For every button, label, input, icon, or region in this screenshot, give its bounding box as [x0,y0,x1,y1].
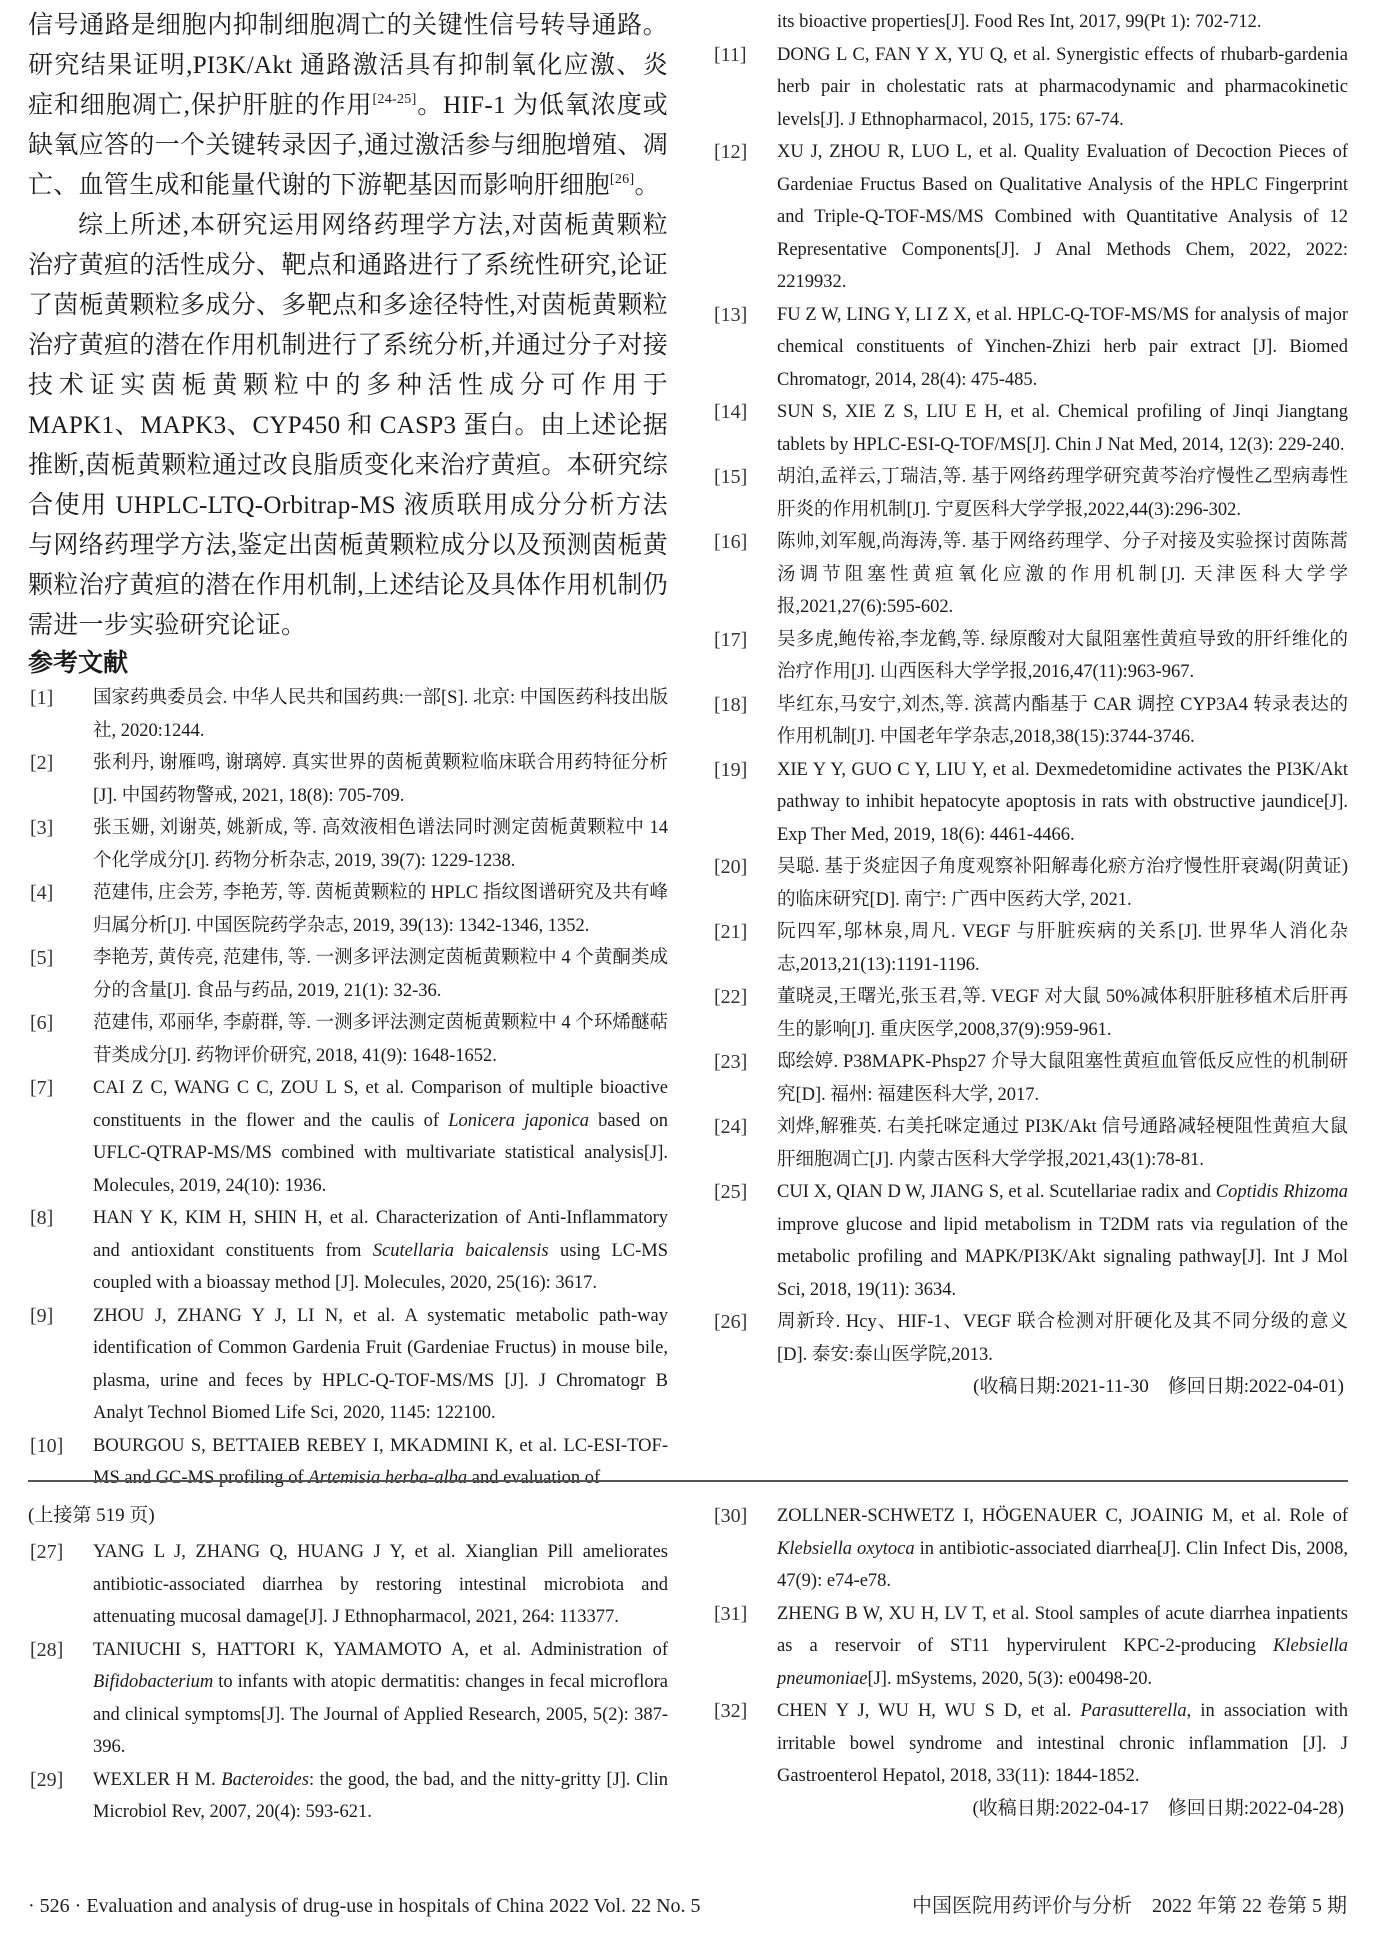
reference-item [28,682,668,747]
reference-species-name: Klebsiella pneumoniae [777,1636,1348,1689]
reference-text: 吴聪. 基于炎症因子角度观察补阳解毒化瘀方治疗慢性肝衰竭(阴黄证)的临床研究[D]. 南宁: 广西中医药大学, 2021. [777,857,1348,910]
reference-list-bottom-left [28,1536,668,1829]
reference-text: XU J, ZHOU R, LUO L, et al. Quality Evaluation of Decoction Pieces of Gardeniae Fructus Based on Qualitative Analysis of the HPLC Fingerprint and Triple-Q-TOF-MS/MS Combined with Quantitative Analysis of 12 Representative Components[J]. J Anal Methods Chem, 2022, 2022: 2219932. [777,142,1348,292]
reference-text: FU Z W, LING Y, LI Z X, et al. HPLC-Q-TOF-MS/MS for analysis of major chemical constituents of Yinchen-Zhizi herb pair extract [J]. Biomed Chromatogr, 2014, 28(4): 475-485. [777,304,1348,390]
reference-text: ZHOU J, ZHANG Y J, LI N, et al. A systematic metabolic path-way identification of Common Gardenia Fruit (Gardeniae Fructus) in mouse bile, plasma, urine and feces by HPLC-Q-TOF-MS/MS [J]. J Chromatogr B Analyt Technol Biomed Life Sci, 2020, 1145: 122100. [93,1305,668,1423]
reference-item [712,1695,1348,1793]
reference-item [712,1500,1348,1598]
reference-number: [27] [30,1541,64,1563]
reference-number: [6] [30,1012,54,1034]
reference-text: its bioactive properties[J]. Food Res Int, 2017, 99(Pt 1): 702-712. [777,12,1262,32]
reference-text-continued: : the good, the bad, and the nitty-gritty [J]. Clin Microbiol Rev, 2007, 20(4): 593-621. [93,1769,669,1822]
reference-number: [15] [714,466,748,488]
reference-text: HAN Y K, KIM H, SHIN H, et al. Characterization of Anti-Inflammatory and antioxidant constituents from [93,1208,668,1261]
reference-item [712,689,1348,754]
reference-item [28,747,668,812]
paragraph-1-text-a: 信号通路是细胞内抑制细胞凋亡的关键性信号转导通路。研究结果证明,PI3K/Akt 通路激活具有抑制氧化应激、炎症和细胞凋亡,保护肝脏的作用 [28,12,668,119]
reference-text: XIE Y Y, GUO C Y, LIU Y, et al. Dexmedetomidine activates the PI3K/Akt pathway to inhibit hepatocyte apoptosis in rats with obstructive jaundice[J]. Exp Ther Med, 2019, 18(6): 4461-4466. [777,759,1348,845]
reference-text: 阮四军,邬林泉,周凡. VEGF 与肝脏疾病的关系[J]. 世界华人消化杂志,2013,21(13):1191-1196. [777,922,1348,975]
reference-text: 国家药典委员会. 中华人民共和国药典:一部[S]. 北京: 中国医药科技出版社, 2020:1244. [93,688,668,741]
reference-item [28,1007,668,1072]
reference-text: CAI Z C, WANG C C, ZOU L S, et al. Comparison of multiple bioactive constituents in the flower and the caulis of [93,1078,668,1131]
references-heading: 参考文献 [28,648,129,677]
reference-number: [22] [714,986,748,1008]
reference-number: [21] [714,921,748,943]
reference-number: [23] [714,1051,748,1073]
reference-number: [3] [30,817,54,839]
reference-text-continued: , in association with irritable bowel syndrome and intestinal chronic inflammation [J]. J Gastroenterol Hepatol, 2018, 33(11): 1844-1852. [777,1701,1348,1786]
reference-item [28,1634,668,1764]
body-text [28,6,668,646]
reference-text: 邸绘婷. P38MAPK-Phsp27 介导大鼠阻塞性黄疸血管低反应性的机制研究[D]. 福州: 福建医科大学, 2017. [777,1052,1348,1105]
reference-text-continued: in antibiotic-associated diarrhea[J]. Clin Infect Dis, 2008, 47(9): e74-e78. [777,1538,1349,1591]
reference-species-name: Scutellaria baicalensis [372,1240,549,1261]
reference-number: [30] [714,1505,748,1527]
reference-text: 吴多虎,鲍传裕,李龙鹤,等. 绿原酸对大鼠阻塞性黄疸导致的肝纤维化的治疗作用[J]. 山西医科大学学报,2016,47(11):963-967. [777,629,1348,682]
reference-text: 张玉姗, 刘谢英, 姚新成, 等. 高效液相色谱法同时测定茵栀黄颗粒中 14 个化学成分[J]. 药物分析杂志, 2019, 39(7): 1229-1238. [93,818,668,871]
reference-item [712,851,1348,916]
reference-item [712,754,1348,852]
reference-item [712,39,1348,137]
reference-text: 张利丹, 谢雁鸣, 谢璃婷. 真实世界的茵栀黄颗粒临床联合用药特征分析[J]. 中国药物警戒, 2021, 18(8): 705-709. [93,753,668,806]
reference-number: [11] [714,43,747,66]
reference-text: 李艳芳, 黄传亮, 范建伟, 等. 一测多评法测定茵栀黄颗粒中 4 个黄酮类成分的含量[J]. 食品与药品, 2019, 21(1): 32-36. [93,948,668,1001]
reference-number: [20] [714,856,748,878]
reference-number: [4] [30,882,54,904]
reference-item [712,461,1348,526]
reference-text: BOURGOU S, BETTAIEB REBEY I, MKADMINI K, et al. LC-ESI-TOF-MS and GC-MS profiling of [93,1435,668,1488]
reference-species-name: Bacteroides [221,1769,309,1790]
reference-item [28,1764,668,1829]
reference-list-bottom-right [712,1500,1348,1793]
reference-text: DONG L C, FAN Y X, YU Q, et al. Synergistic effects of rhubarb-gardenia herb pair in cholestatic rats at pharmacodynamic and pharmacokinetic levels[J]. J Ethnopharmacol, 2015, 175: 67-74. [777,44,1348,130]
reference-number: [24] [714,1116,748,1138]
reference-text: CHEN Y J, WU H, WU S D, et al. [777,1701,1081,1721]
reference-number: [19] [714,758,748,781]
paragraph-1-text-c: 。 [634,172,660,199]
reference-item [712,1306,1348,1371]
reference-text: WEXLER H M. [93,1769,222,1790]
reference-item [712,981,1348,1046]
reference-item [712,299,1348,397]
reference-item [28,1536,668,1634]
reference-item [712,916,1348,981]
reference-item [712,1046,1348,1111]
reference-text: ZHENG B W, XU H, LV T, et al. Stool samples of acute diarrhea inpatients as a reservoir of ST11 hypervirulent KPC-2-producing [777,1603,1348,1656]
reference-number: [9] [30,1304,54,1327]
reference-item [712,1176,1348,1306]
reference-list-right [712,6,1348,1371]
reference-number: [14] [714,401,748,423]
reference-item [712,624,1348,689]
reference-item [712,6,1348,39]
reference-text: 周新玲. Hcy、HIF-1、VEGF 联合检测对肝硬化及其不同分级的意义[D]. 泰安:泰山医学院,2013. [777,1312,1348,1365]
reference-text: 董晓灵,王曙光,张玉君,等. VEGF 对大鼠 50%减体积肝脏移植术后肝再生的影响[J]. 重庆医学,2008,37(9):959-961. [777,987,1348,1040]
reference-item [28,877,668,942]
left-column-bottom [28,1500,668,1829]
reference-number: [7] [30,1077,54,1099]
reference-species-name: Lonicera japonica [448,1110,589,1131]
reference-number: [2] [30,752,54,774]
reference-species-name: Parasutterella [1080,1701,1187,1721]
reference-species-name: Artemisia herba-alba [308,1468,468,1488]
right-column-top [712,6,1348,1403]
citation-24-25: [24-25] [372,92,417,107]
reference-text: ZOLLNER-SCHWETZ I, HÖGENAUER C, JOAINIG M, et al. Role of [777,1506,1348,1526]
reference-text: TANIUCHI S, HATTORI K, YAMAMOTO A, et al. Administration of [93,1639,668,1660]
reference-number: [18] [714,693,748,716]
reference-number: [25] [714,1181,748,1203]
continued-from-note: (上接第 519 页) [28,1505,155,1526]
right-column-bottom [712,1500,1348,1825]
reference-number: [8] [30,1207,54,1229]
reference-text: 陈帅,刘军舰,尚海涛,等. 基于网络药理学、分子对接及实验探讨茵陈蒿汤调节阻塞性黄疸氧化应激的作用机制[J]. 天津医科大学学报,2021,27(6):595-602. [777,532,1348,617]
reference-text-continued: and evaluation of [467,1468,601,1488]
citation-26: [26] [609,172,635,187]
reference-item [28,1430,668,1495]
submission-dates-bottom: (收稿日期:2022-04-17 修回日期:2022-04-28) [972,1797,1344,1819]
reference-number: [17] [714,628,748,651]
reference-number: [16] [714,531,748,553]
reference-item [712,396,1348,461]
left-column-top [28,6,668,1495]
reference-item [712,526,1348,624]
reference-item [28,942,668,1007]
reference-number: [31] [714,1602,748,1625]
paragraph-1 [28,6,668,206]
reference-item [28,1202,668,1300]
reference-text-continued: using LC-MS coupled with a bioassay method [J]. Molecules, 2020, 25(16): 3617. [93,1240,668,1293]
reference-text-continued: to infants with atopic dermatitis: changes in fecal microflora and clinical symptoms[J]. The Journal of Applied Research, 2005, 5(2): 387-396. [93,1672,668,1757]
reference-species-name: Coptidis Rhizoma [1215,1182,1348,1202]
reference-text: 胡泊,孟祥云,丁瑞洁,等. 基于网络药理学研究黄芩治疗慢性乙型病毒性肝炎的作用机制[J]. 宁夏医科大学学报,2022,44(3):296-302. [777,467,1348,520]
reference-item [712,136,1348,299]
section-divider [28,1480,1348,1482]
reference-list-left [28,682,668,1495]
reference-number: [13] [714,303,748,326]
footer-journal-cn: 中国医院用药评价与分析 2022 年第 22 卷第 5 期 [912,1895,1347,1917]
reference-text: SUN S, XIE Z S, LIU E H, et al. Chemical profiling of Jinqi Jiangtang tablets by HPLC-ESI-Q-TOF/MS[J]. Chin J Nat Med, 2014, 12(3): 229-240. [777,402,1348,455]
reference-number: [12] [714,141,748,163]
reference-text: CUI X, QIAN D W, JIANG S, et al. Scutellariae radix and [777,1182,1216,1202]
reference-item [28,812,668,877]
reference-number: [26] [714,1311,748,1333]
reference-item [28,1300,668,1430]
reference-text-continued: improve glucose and lipid metabolism in T2DM rats via regulation of the metabolic profiling and MAPK/PI3K/Akt signaling pathway[J]. Int J Mol Sci, 2018, 19(11): 3634. [777,1214,1348,1300]
reference-item [28,1072,668,1202]
reference-item [712,1598,1348,1696]
paragraph-1-text-b: 。HIF-1 为低氧浓度或缺氧应答的一个关键转录因子,通过激活参与细胞增殖、凋亡、血管生成和能量代谢的下游靶基因而影响肝细胞 [28,92,668,199]
reference-text: 毕红东,马安宁,刘杰,等. 滨蒿内酯基于 CAR 调控 CYP3A4 转录表达的作用机制[J]. 中国老年学杂志,2018,38(15):3744-3746. [777,694,1348,747]
reference-number: [32] [714,1700,748,1722]
reference-text: 刘烨,解雅英. 右美托咪定通过 PI3K/Akt 信号通路减轻梗阻性黄疸大鼠肝细胞凋亡[J]. 内蒙古医科大学学报,2021,43(1):78-81. [777,1117,1348,1170]
footer-page-journal-en: · 526 · Evaluation and analysis of drug-use in hospitals of China 2022 Vol. 22 No. 5 [28,1895,701,1917]
reference-number: [1] [30,687,54,709]
reference-species-name: Klebsiella oxytoca [777,1538,915,1559]
reference-number: [10] [30,1434,64,1457]
reference-text-continued: [J]. mSystems, 2020, 5(3): e00498-20. [867,1668,1153,1689]
reference-text: YANG L J, ZHANG Q, HUANG J Y, et al. Xianglian Pill ameliorates antibiotic-associated diarrhea by restoring intestinal microbiota and attenuating mucosal damage[J]. J Ethnopharmacol, 2021, 264: 113377. [93,1542,668,1627]
reference-number: [28] [30,1638,64,1661]
reference-number: [5] [30,947,54,969]
reference-text-continued: based on UFLC-QTRAP-MS/MS combined with multivariate statistical analysis[J]. Molecules, 2019, 24(10): 1936. [93,1110,669,1196]
reference-species-name: Bifidobacterium [93,1672,214,1692]
paragraph-2: 综上所述,本研究运用网络药理学方法,对茵栀黄颗粒治疗黄疸的活性成分、靶点和通路进行了系统性研究,论证了茵栀黄颗粒多成分、多靶点和多途径特性,对茵栀黄颗粒治疗黄疸的潜在作用机制进行了系统分析,并通过分子对接技术证实茵栀黄颗粒中的多种活性成分可作用于 MAPK1、MAPK3、CYP450 和 CASP3 蛋白。由上述论据推断,茵栀黄颗粒通过改良脂质变化来治疗黄疸。本研究综合使用 UHPLC-LTQ-Orbitrap-MS 液质联用成分分析方法与网络药理学方法,鉴定出茵栀黄颗粒成分以及预测茵栀黄颗粒治疗黄疸的潜在作用机制,上述结论及具体作用机制仍需进一步实验研究论证。 [28,212,668,639]
reference-item [712,1111,1348,1176]
submission-dates: (收稿日期:2021-11-30 修回日期:2022-04-01) [973,1376,1344,1397]
reference-text: 范建伟, 邓丽华, 李蔚群, 等. 一测多评法测定茵栀黄颗粒中 4 个环烯醚萜苷类成分[J]. 药物评价研究, 2018, 41(9): 1648-1652. [93,1013,668,1066]
reference-text: 范建伟, 庄会芳, 李艳芳, 等. 茵栀黄颗粒的 HPLC 指纹图谱研究及共有峰归属分析[J]. 中国医院药学杂志, 2019, 39(13): 1342-1346, 1352. [93,883,668,936]
reference-number: [29] [30,1768,64,1791]
